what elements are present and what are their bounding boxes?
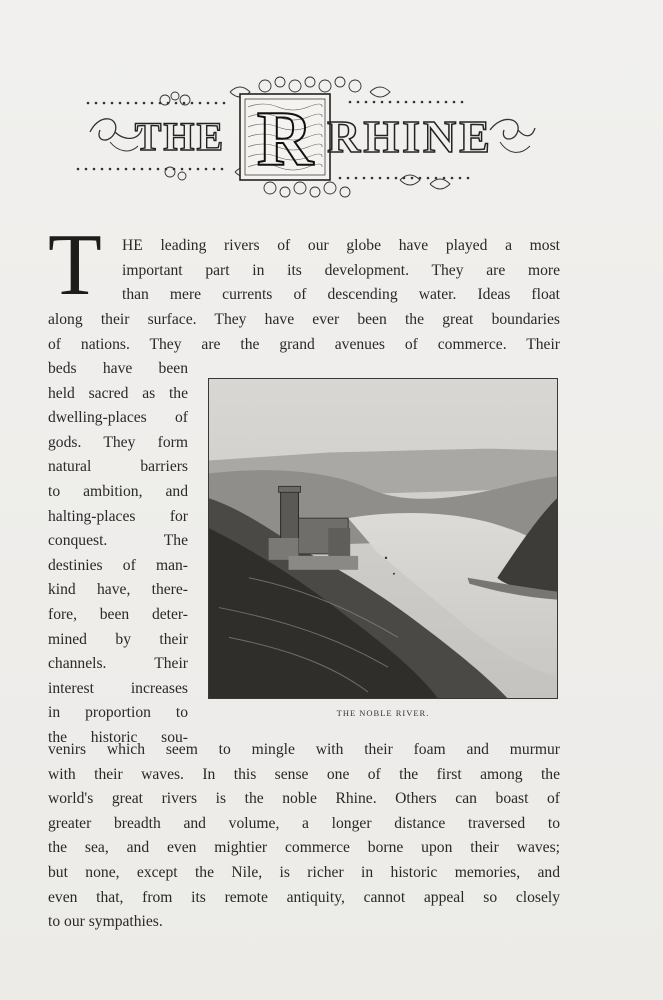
title-rhine: RHINE xyxy=(327,111,493,162)
narrow-text-column xyxy=(48,357,188,751)
figure-caption: THE NOBLE RIVER. xyxy=(336,708,430,718)
text-line: mined by their xyxy=(48,630,188,648)
paragraph-continuation-bottom xyxy=(48,738,560,935)
text-line: natural barriers xyxy=(48,458,188,476)
text-line: channels. Their xyxy=(48,655,188,673)
title-initial-r: R xyxy=(256,95,314,182)
text-line: HE leading rivers of our globe have played a most xyxy=(122,237,560,254)
text-line: of nations. They are the grand avenues of commerce. Their xyxy=(48,335,560,353)
text-line: venirs which seem to mingle with their foam and murmur xyxy=(48,741,560,758)
river-castle-photograph xyxy=(208,378,558,699)
title-ornament xyxy=(70,72,540,202)
text-line: than mere currents of descending water. Ideas float xyxy=(122,286,560,304)
ornamental-title-header xyxy=(70,72,540,202)
text-line: destinies of man- xyxy=(48,556,188,574)
text-line: important part in its development. They are more xyxy=(122,261,560,279)
text-line: held sacred as the xyxy=(48,384,188,402)
text-line: but none, except the Nile, is richer in historic memories, and xyxy=(48,863,560,881)
text-line: greater breadth and volume, a longer distance traversed to xyxy=(48,814,560,832)
opening-lines xyxy=(122,234,560,308)
text-line: halting-places for xyxy=(48,507,188,525)
text-line: gods. They form xyxy=(48,433,188,451)
text-line: world's great rivers is the noble Rhine. Others can boast of xyxy=(48,790,560,808)
text-line: even that, from its remote antiquity, cannot appeal so closely xyxy=(48,888,560,906)
text-line: along their surface. They have ever been the great boundaries xyxy=(48,311,560,328)
drop-cap: T xyxy=(48,217,102,314)
text-line: to our sympathies. xyxy=(48,913,163,931)
text-line: kind have, there- xyxy=(48,581,188,599)
text-line: dwelling-places of xyxy=(48,409,188,427)
text-line: the sea, and even mightier commerce borne upon their waves; xyxy=(48,839,560,857)
text-line: the historic sou- xyxy=(48,728,188,746)
text-line: fore, been deter- xyxy=(48,605,188,623)
text-line: conquest. The xyxy=(48,532,188,550)
paragraph-continuation-top xyxy=(48,308,560,357)
text-line: to ambition, and xyxy=(48,482,188,500)
text-line: with their waves. In this sense one of the first among the xyxy=(48,765,560,783)
title-the: THE xyxy=(134,114,226,159)
text-line: beds have been xyxy=(48,360,188,377)
text-line: in proportion to xyxy=(48,704,188,722)
text-line: interest increases xyxy=(48,679,188,697)
